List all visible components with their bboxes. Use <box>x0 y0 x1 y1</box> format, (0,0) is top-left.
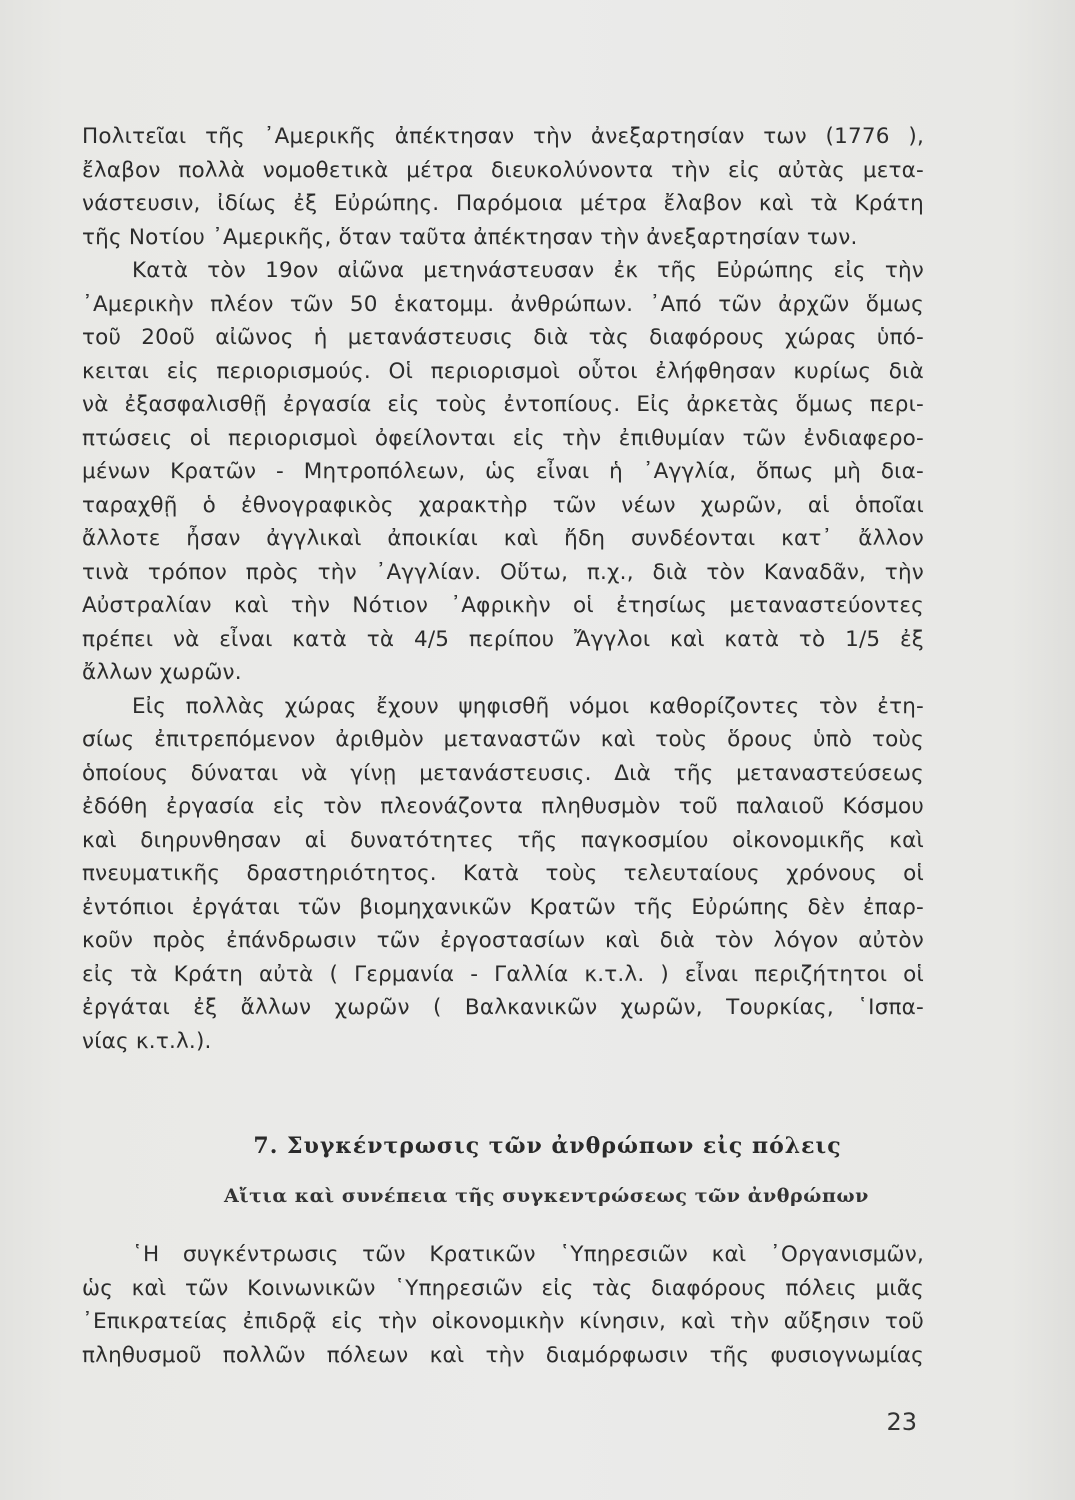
text-line: ᾿Επικρατείας ἐπιδρᾷ εἰς τὴν οἰκονομικὴν κίνησιν, καὶ τὴν αὔξησιν τοῦ <box>82 1309 924 1334</box>
text-line: ἐργάται ἐξ ἄλλων χωρῶν ( Βαλκανικῶν χωρῶν, Τουρκίας, ῾Ισπα- <box>82 995 924 1020</box>
page-number: 23 <box>886 1408 917 1436</box>
text-line: μένων Κρατῶν - Μητροπόλεων, ὡς εἶναι ἡ ᾿Αγγλία, ὅπως μὴ δια- <box>82 459 924 484</box>
text-line: ἐδόθη ἐργασία εἰς τὸν πλεονάζοντα πληθυσμὸν τοῦ παλαιοῦ Κόσμου <box>82 794 924 819</box>
body-text-section-b <box>82 1238 924 1372</box>
section-title: 7. Συγκέντρωσις τῶν ἀνθρώπων εἰς πόλεις <box>253 1133 842 1159</box>
text-line: Αὐστραλίαν καὶ τὴν Νότιον ᾿Αφρικὴν οἱ ἐτησίως μεταναστεύοντες <box>82 593 924 618</box>
paragraph-urbanization-1 <box>82 1238 924 1372</box>
paragraph-emigration-3 <box>82 690 924 1059</box>
text-line: ἐντόπιοι ἐργάται τῶν βιομηχανικῶν Κρατῶν τῆς Εὐρώπης δὲν ἐπαρ- <box>82 894 924 920</box>
text-line: τοῦ 20οῦ αἰῶνος ἡ μετανάστευσις διὰ τὰς διαφόρους χώρας ὑπό- <box>82 325 924 350</box>
text-line: ὁποίους δύναται νὰ γίνῃ μετανάστευσις. Διὰ τῆς μεταναστεύσεως <box>82 760 924 786</box>
text-line: καὶ διηρυνθησαν αἱ δυνατότητες τῆς παγκοσμίου οἰκονομικῆς καὶ <box>82 827 924 853</box>
text-line: ἔλαβον πολλὰ νομοθετικὰ μέτρα διευκολύνοντα τὴν εἰς αὐτὰς μετα- <box>82 157 924 183</box>
text-line: νὰ ἐξασφαλισθῇ ἐργασία εἰς τοὺς ἐντοπίους. Εἰς ἀρκετὰς ὅμως περι- <box>82 392 924 417</box>
text-line: ὡς καὶ τῶν Κοινωνικῶν ῾Υπηρεσιῶν εἰς τὰς διαφόρους πόλεις μιᾶς <box>82 1275 924 1301</box>
paragraph-emigration-2 <box>82 254 924 690</box>
body-text-section-a <box>82 120 924 1058</box>
text-line: Κατὰ τὸν 19ον αἰῶνα μετηνάστευσαν ἐκ τῆς Εὐρώπης εἰς τὴν <box>132 258 924 283</box>
text-line: ᾿Αμερικὴν πλέον τῶν 50 ἑκατομμ. ἀνθρώπων. ᾿Από τῶν ἀρχῶν ὅμως <box>82 291 924 317</box>
text-line: εἰς τὰ Κράτη αὐτὰ ( Γερμανία - Γαλλία κ.τ.λ. ) εἶναι περιζήτητοι οἱ <box>82 961 924 987</box>
text-line: πρέπει νὰ εἶναι κατὰ τὰ 4/5 περίπου Ἄγγλοι καὶ κατὰ τὸ 1/5 ἐξ <box>82 626 924 652</box>
text-line: πτώσεις οἱ περιορισμοὶ ὀφείλονται εἰς τὴν ἐπιθυμίαν τῶν ἐνδιαφερο- <box>82 425 924 451</box>
text-line: ἄλλων χωρῶν. <box>82 660 242 685</box>
text-line: σίως ἐπιτρεπόμενον ἀριθμὸν μεταναστῶν καὶ τοὺς ὅρους ὑπὸ τοὺς <box>82 727 924 752</box>
text-line: νίας κ.τ.λ.). <box>82 1028 212 1054</box>
text-line: Πολιτεῖαι τῆς ᾿Αμερικῆς ἀπέκτησαν τὴν ἀνεξαρτησίαν των (1776 ), <box>82 124 924 149</box>
text-line: πληθυσμοῦ πολλῶν πόλεων καὶ τὴν διαμόρφωσιν τῆς φυσιογνωμίας <box>82 1342 924 1368</box>
text-line: Εἰς πολλὰς χώρας ἔχουν ψηφισθῆ νόμοι καθορίζοντες τὸν ἐτη- <box>132 693 924 719</box>
text-line: κειται εἰς περιορισμούς. Οἱ περιορισμοὶ οὗτοι ἐλήφθησαν κυρίως διὰ <box>82 358 924 384</box>
text-line: τινὰ τρόπον πρὸς τὴν ᾿Αγγλίαν. Οὕτω, π.χ., διὰ τὸν Καναδᾶν, τὴν <box>82 559 924 585</box>
text-line: κοῦν πρὸς ἐπάνδρωσιν τῶν ἐργοστασίων καὶ διὰ τὸν λόγον αὐτὸν <box>82 928 924 953</box>
text-line: πνευματικῆς δραστηριότητος. Κατὰ τοὺς τελευταίους χρόνους οἱ <box>82 861 924 886</box>
text-line: ταραχθῇ ὁ ἐθνογραφικὸς χαρακτὴρ τῶν νέων χωρῶν, αἱ ὁποῖαι <box>82 492 924 518</box>
text-line: ῾Η συγκέντρωσις τῶν Κρατικῶν ῾Υπηρεσιῶν καὶ ᾿Οργανισμῶν, <box>132 1242 924 1267</box>
text-line: τῆς Νοτίου ᾿Αμερικῆς, ὅταν ταῦτα ἀπέκτησαν τὴν ἀνεξαρτησίαν των. <box>82 224 858 250</box>
text-line: ἄλλοτε ἦσαν ἀγγλικαὶ ἀποικίαι καὶ ἤδη συνδέονται κατ᾿ ἄλλον <box>82 526 924 551</box>
paragraph-emigration-1 <box>82 120 924 254</box>
text-line: νάστευσιν, ἰδίως ἐξ Εὐρώπης. Παρόμοια μέτρα ἔλαβον καὶ τὰ Κράτη <box>82 191 924 216</box>
subsection-title: Αἴτια καὶ συνέπεια τῆς συγκεντρώσεως τῶν ἀνθρώπων <box>224 1185 869 1207</box>
